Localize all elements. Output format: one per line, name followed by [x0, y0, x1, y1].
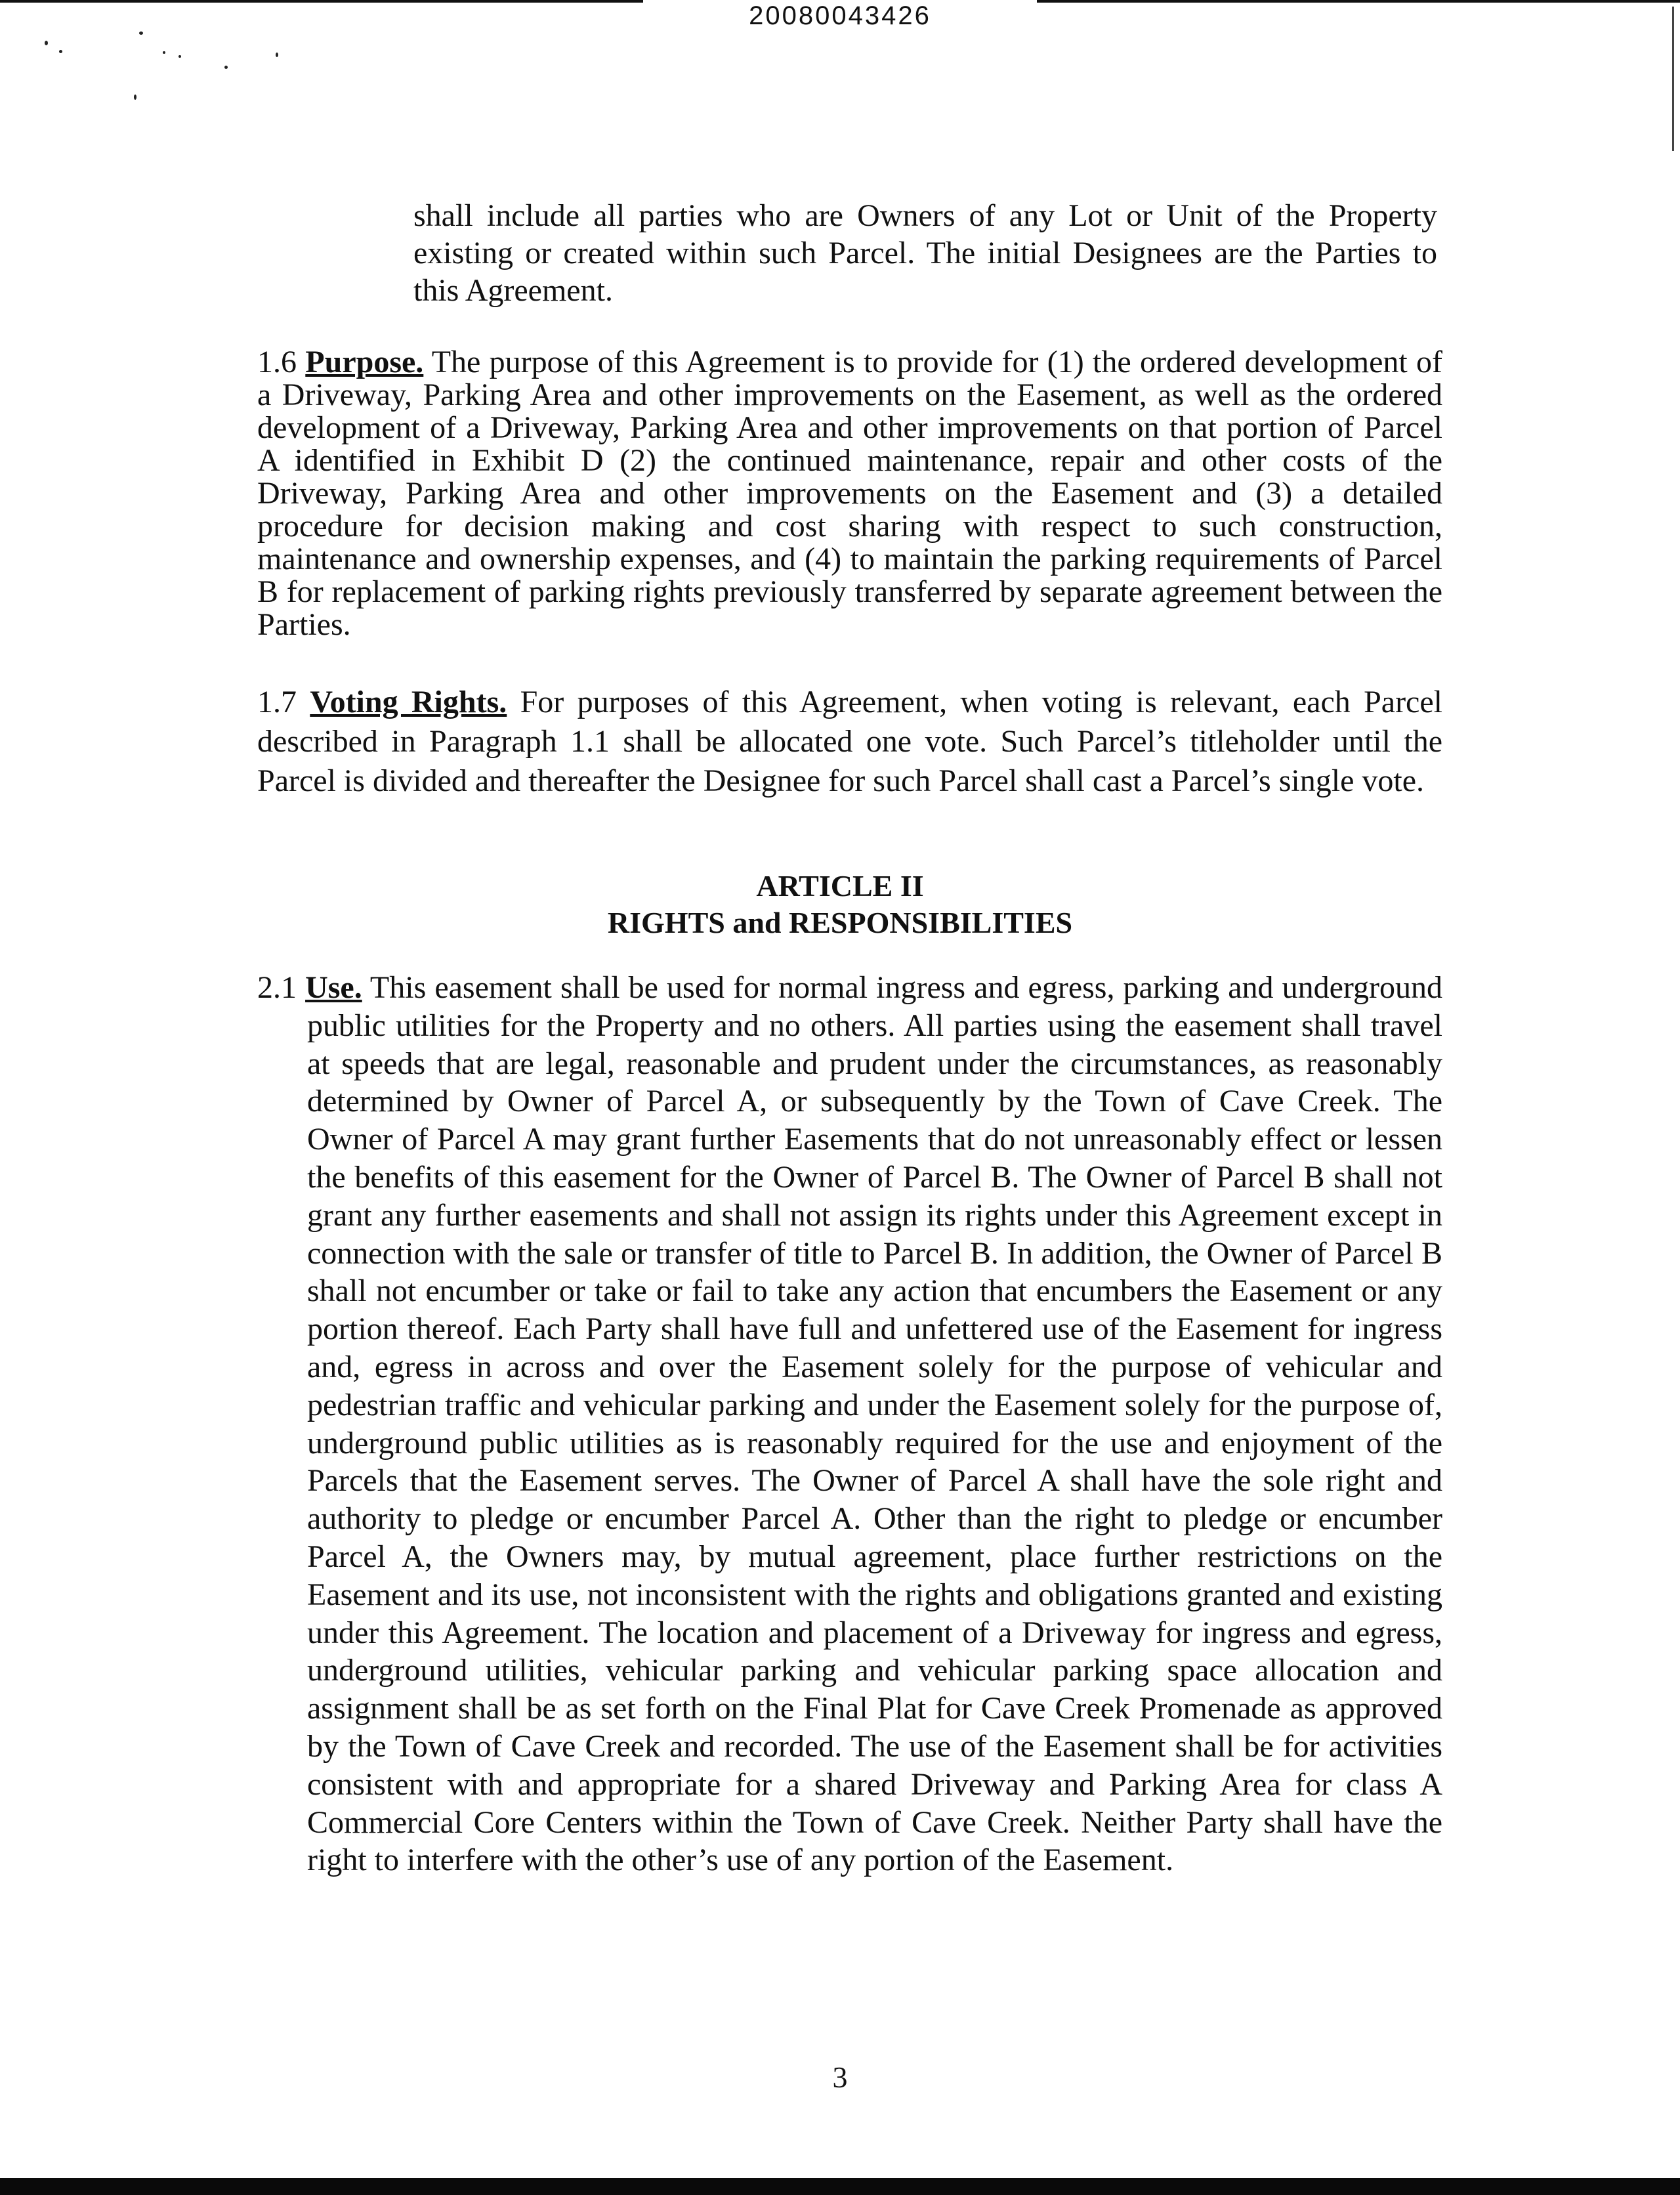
- section-heading: Use.: [305, 970, 362, 1005]
- scan-speck: [139, 32, 143, 35]
- section-2-1-use: [257, 969, 1442, 1879]
- section-1-7-voting-rights: [257, 683, 1442, 801]
- section-number: 1.6: [257, 345, 297, 379]
- article-heading: [0, 868, 1680, 941]
- article-number: ARTICLE II: [756, 869, 924, 903]
- scan-speck: [134, 95, 136, 100]
- scan-speck: [45, 41, 48, 45]
- section-text: For purposes of this Agreement, when voting is relevant, each Parcel described in Paragraph 1.1 shall be allocated one vote. Such Parcel’s titleholder until the Parcel is divided and thereafter the Designee for such Parcel shall cast a Parcel’s single vote.: [257, 685, 1442, 798]
- scan-bottom-band: [0, 2178, 1680, 2195]
- document-number: 20080043426: [749, 1, 931, 30]
- section-1-5-continuation: shall include all parties who are Owners of any Lot or Unit of the Property existing or created within such Parcel. The initial Designees are the Parties to this Agreement.: [413, 198, 1437, 308]
- section-heading: Voting Rights.: [310, 685, 507, 719]
- scan-speck: [224, 66, 228, 69]
- section-number: 2.1: [257, 970, 297, 1005]
- section-body: [257, 969, 1442, 1879]
- scan-speck: [59, 50, 62, 53]
- section-1-6-purpose: [257, 346, 1442, 641]
- scan-speck: [163, 51, 165, 54]
- section-heading: Purpose.: [305, 345, 424, 379]
- page-number: 3: [832, 2060, 848, 2094]
- scan-right-edge: [1672, 7, 1674, 151]
- section-number: 1.7: [257, 685, 297, 719]
- article-title: RIGHTS and RESPONSIBILITIES: [607, 906, 1073, 939]
- scan-speck: [178, 55, 181, 58]
- section-text: This easement shall be used for normal ingress and egress, parking and underground public utilities for the Property and no others. All parties using the easement shall travel at speeds that are legal, reasonable and prudent under the circumstances, as reasonably determined by Owner of Parcel A, or subsequently by the Town of Cave Creek. The Owner of Parcel A may grant further Easements that do not unreasonably effect or lessen the benefits of this easement for the Owner of Parcel B. The Owner of Parcel B shall not grant any further easements and shall not assign its rights under this Agreement except in connection with the sale or transfer of title to Parcel B. In addition, the Owner of Parcel B shall not encumber or take or fail to take any action that encumbers the Easement or any portion thereof. Each Party shall have full and unfettered use of the Easement for ingress and, egress in across and over the Easement solely for the purpose of vehicular and pedestrian traffic and vehicular parking and under the Easement solely for the purpose of, underground public utilities as is reasonably required for the use and enjoyment of the Parcels that the Easement serves. The Owner of Parcel A shall have the sole right and authority to pledge or encumber Parcel A. Other than the right to pledge or encumber Parcel A, the Owners may, by mutual agreement, place further restrictions on the Easement and its use, not inconsistent with the rights and obligations granted and existing under this Agreement. The location and placement of a Driveway for ingress and egress, underground utilities, vehicular parking and vehicular parking space allocation and assignment shall be as set forth on the Final Plat for Cave Creek Promenade as approved by the Town of Cave Creek and recorded. The use of the Easement shall be for activities consistent with and appropriate for a shared Driveway and Parking Area for class A Commercial Core Centers within the Town of Cave Creek. Neither Party shall have the right to interfere with the other’s use of any portion of the Easement.: [307, 970, 1443, 1878]
- scan-speck: [276, 53, 278, 57]
- section-text: The purpose of this Agreement is to provide for (1) the ordered development of a Driveway, Parking Area and other improvements on the Easement, as well as the ordered development of a Driveway, Parking Area and other improvements on that portion of Parcel A identified in Exhibit D (2) the continued maintenance, repair and other costs of the Driveway, Parking Area and other improvements on the Easement and (3) a detailed procedure for decision making and cost sharing with respect to such construction, maintenance and ownership expenses, and (4) to maintain the parking requirements of Parcel B for replacement of parking rights previously transferred by separate agreement between the Parties.: [257, 345, 1442, 642]
